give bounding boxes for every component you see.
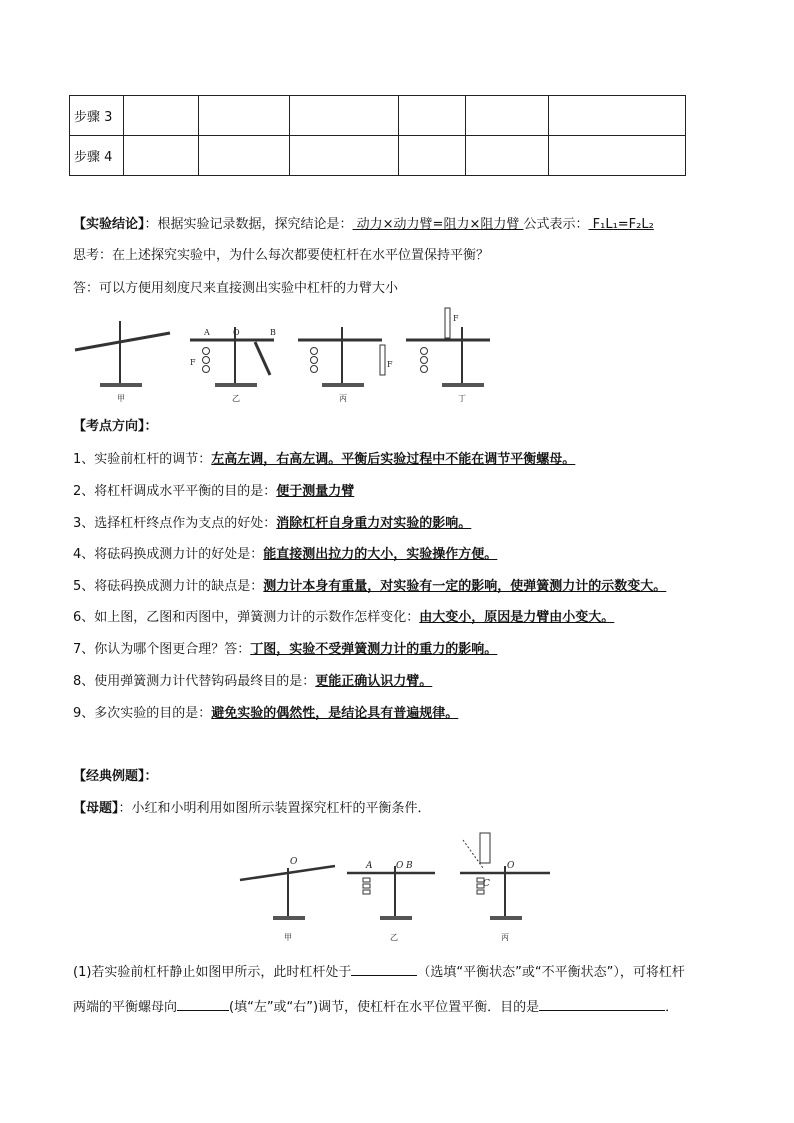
exam-answer: 便于测量力臂 <box>276 484 355 499</box>
exam-question: 7、你认为哪个图更合理？答： <box>73 642 251 657</box>
conclusion-heading: 【实验结论】 <box>73 217 145 232</box>
mother-text: ：小红和小明利用如图所示装置探究杠杆的平衡条件． <box>118 801 431 816</box>
exam-item <box>73 515 471 533</box>
exam-question: 1、实验前杠杆的调节： <box>73 452 212 467</box>
q1-text-a: (1)若实验前杠杆静止如图甲所示，此时杠杆处于 <box>73 965 352 980</box>
lever-setup-jia <box>75 321 170 403</box>
exam-item <box>73 673 432 691</box>
table-cell <box>290 96 399 136</box>
conclusion-answer: 动力×动力臂=阻力×阻力臂 <box>352 217 524 232</box>
q1-text-d: (填“左”或“右”)调节，使杠杆在水平位置平衡．目的是 <box>229 1000 540 1015</box>
answer-blank-direction[interactable] <box>177 996 229 1011</box>
fig1-point-b: B <box>270 328 276 337</box>
lever-setup-yi <box>190 327 276 403</box>
lever-setup-ding <box>406 308 490 403</box>
exam-question: 4、将砝码换成测力计的好处是： <box>73 547 264 562</box>
q1-text-e: ． <box>665 1000 679 1015</box>
exam-answer: 测力计本身有重量，对实验有一定的影响，使弹簧测力计的示数变大。 <box>263 579 667 594</box>
fig1-label-bing: 丙 <box>339 394 347 403</box>
table-cell <box>549 96 686 136</box>
fig2-label-jia: 甲 <box>284 933 292 942</box>
exam-answer: 更能正确认识力臂。 <box>315 674 433 689</box>
question-1-line-1 <box>73 961 685 982</box>
exam-item <box>73 641 497 659</box>
fig2-point-o3: O <box>507 861 515 871</box>
question-1-line-2 <box>73 996 678 1017</box>
table-row <box>70 136 686 176</box>
fig1-point-o: O <box>233 328 240 337</box>
lever-figure-1 <box>70 305 500 410</box>
q1-text-b: （选填“平衡状态”或“不平衡状态”），可将杠杆 <box>417 965 685 980</box>
exam-question: 8、使用弹簧测力计代替钩码最终目的是： <box>73 674 316 689</box>
exam-item <box>73 451 575 469</box>
formula-prefix: 公式表示： <box>523 217 589 232</box>
table-cell <box>466 136 549 176</box>
exam-answer: 避免实验的偶然性，是结论具有普遍规律。 <box>211 706 459 721</box>
formula: F₁L₁=F₂L₂ <box>588 217 654 232</box>
fig2-point-a: A <box>366 861 373 871</box>
exam-item <box>73 578 666 596</box>
exam-answer: 左高左调，右高左调。平衡后实验过程中不能在调节平衡螺母。 <box>211 452 576 467</box>
table-cell-step: 步骤 3 <box>70 96 124 136</box>
think-answer: 答：可以方便用刻度尺来直接测出实验中杠杆的力臂大小 <box>73 281 399 296</box>
table-cell <box>290 136 399 176</box>
fig2-label-yi: 乙 <box>390 933 398 942</box>
exam-answer: 由大变小，原因是力臂由小变大。 <box>419 610 615 625</box>
answer-blank-state[interactable] <box>351 961 417 976</box>
exam-item <box>73 546 497 564</box>
fig1-label-jia: 甲 <box>117 394 125 403</box>
lever-setup-jia-2 <box>240 857 335 942</box>
exam-item <box>73 483 354 501</box>
think-question: 思考：在上述探究实验中，为什么每次都要使杠杆在水平位置保持平衡？ <box>73 248 490 263</box>
exam-question: 6、如上图，乙图和丙图中，弹簧测力计的示数作怎样变化： <box>73 610 420 625</box>
fig1-label-ding: 丁 <box>458 394 466 403</box>
fig2-point-o2: O <box>396 861 404 871</box>
table-cell <box>399 96 466 136</box>
exam-item <box>73 705 458 723</box>
table-cell <box>199 96 290 136</box>
conclusion-prefix: ：根据实验记录数据，探究结论是： <box>144 217 353 232</box>
q1-text-c: 两端的平衡螺母向 <box>73 1000 178 1015</box>
answer-blank-purpose[interactable] <box>539 996 665 1011</box>
lever-figure-2 <box>235 828 555 948</box>
conclusion-line <box>73 216 654 234</box>
exam-question: 3、选择杠杆终点作为支点的好处： <box>73 516 277 531</box>
exam-question: 5、将砝码换成测力计的缺点是： <box>73 579 264 594</box>
mother-line <box>73 800 431 818</box>
fig1-label-yi: 乙 <box>232 394 240 403</box>
table-row <box>70 96 686 136</box>
table-cell <box>124 136 199 176</box>
table-cell <box>124 96 199 136</box>
exam-item <box>73 609 614 627</box>
lever-setup-bing-2 <box>460 833 550 942</box>
fig2-point-o: O <box>290 857 298 867</box>
mother-heading: 【母题】 <box>73 801 119 816</box>
table-cell <box>199 136 290 176</box>
lever-setup-bing <box>298 327 393 403</box>
table-cell <box>466 96 549 136</box>
fig2-point-b: B <box>406 861 413 871</box>
fig1-force-f2: F <box>387 360 393 369</box>
exam-question: 2、将杠杆调成水平平衡的目的是： <box>73 484 277 499</box>
lever-setup-yi-2 <box>347 861 435 942</box>
data-table <box>69 95 686 176</box>
fig2-label-bing: 丙 <box>501 933 509 942</box>
classic-heading: 【经典例题】： <box>73 769 158 784</box>
table-cell-step: 步骤 4 <box>70 136 124 176</box>
fig1-force-f3: F <box>453 314 459 323</box>
fig1-force-f: F <box>190 358 196 367</box>
exam-heading: 【考点方向】： <box>73 419 158 434</box>
fig1-point-a: A <box>204 328 210 337</box>
exam-answer: 丁图，实验不受弹簧测力计的重力的影响。 <box>250 642 498 657</box>
exam-question: 9、多次实验的目的是： <box>73 706 212 721</box>
fig2-point-c: C <box>483 879 490 889</box>
table-cell <box>399 136 466 176</box>
table-cell <box>549 136 686 176</box>
exam-answer: 能直接测出拉力的大小，实验操作方便。 <box>263 547 498 562</box>
exam-answer: 消除杠杆自身重力对实验的影响。 <box>276 516 472 531</box>
